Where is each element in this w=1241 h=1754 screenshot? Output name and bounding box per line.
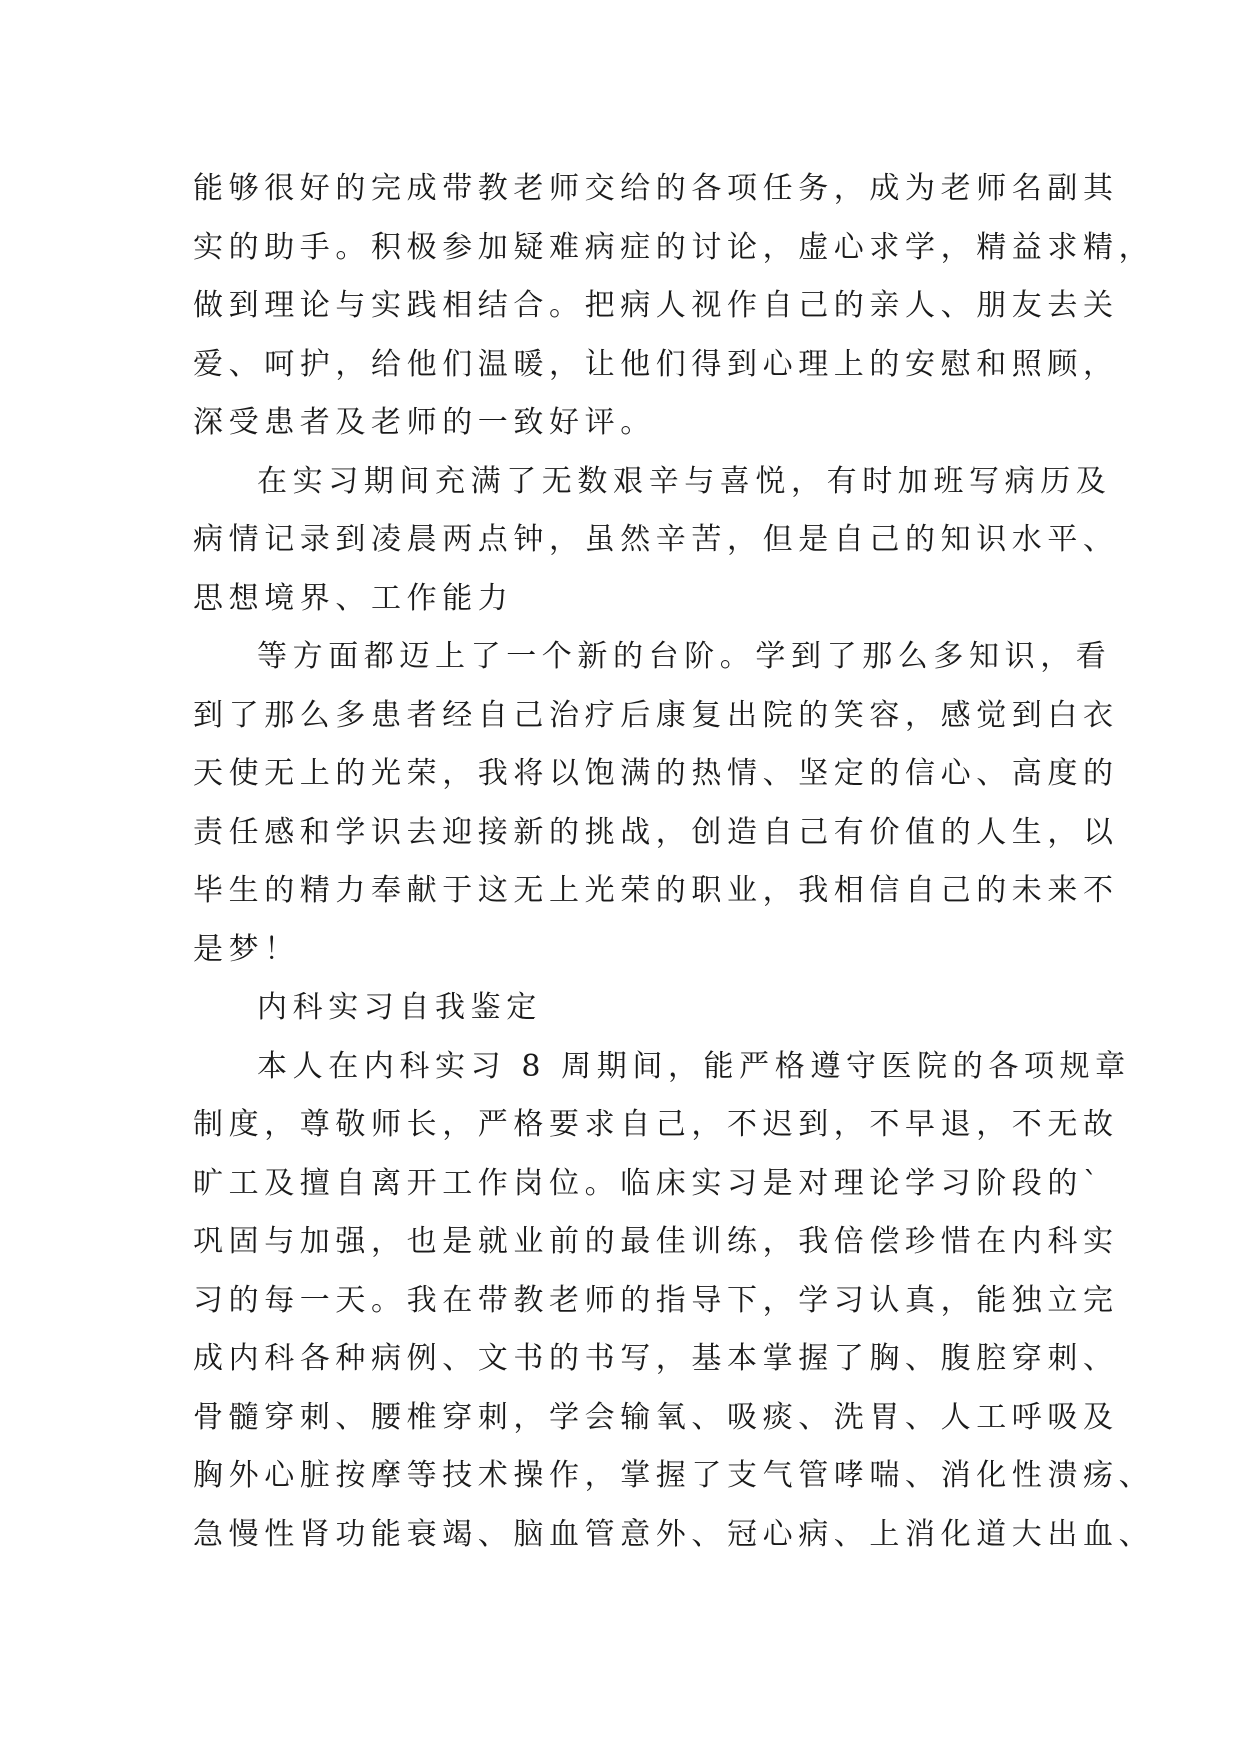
text-line: 思想境界、工作能力: [193, 580, 514, 616]
text-line: 等方面都迈上了一个新的台阶。学到了那么多知识，看: [257, 639, 1112, 674]
text-line: 做到理论与实践相结合。把病人视作自己的亲人、朋友去关: [193, 288, 1119, 323]
text-line: 急慢性肾功能衰竭、脑血管意外、冠心病、上消化道大出血、: [193, 1516, 1155, 1552]
text-line: 旷工及擅自离开工作岗位。临床实习是对理论学习阶段的`: [193, 1165, 1104, 1201]
text-line: 在实习期间充满了无数艰辛与喜悦，有时加班写病历及: [257, 463, 1112, 499]
text-line: 习的每一天。我在带教老师的指导下，学习认真，能独立完: [193, 1282, 1119, 1318]
text-line: 内科实习自我鉴定: [257, 990, 542, 1025]
text-line: 本人在内科实习 8 周期间，能严格遵守医院的各项规章: [257, 1048, 1131, 1084]
text-line: 天使无上的光荣，我将以饱满的热情、坚定的信心、高度的: [193, 756, 1119, 791]
text-line: 深受患者及老师的一致好评。: [193, 405, 656, 440]
text-line: 责任感和学识去迎接新的挑战，创造自己有价值的人生，以: [193, 814, 1119, 850]
text-line: 爱、呵护，给他们温暖，让他们得到心理上的安慰和照顾，: [193, 346, 1119, 382]
text-line: 到了那么多患者经自己治疗后康复出院的笑容，感觉到白衣: [193, 697, 1119, 733]
text-line: 是梦！: [193, 931, 300, 967]
text-line: 病情记录到凌晨两点钟，虽然辛苦，但是自己的知识水平、: [193, 522, 1119, 557]
text-line: 毕生的精力奉献于这无上光荣的职业，我相信自己的未来不: [193, 873, 1119, 908]
text-line: 能够很好的完成带教老师交给的各项任务，成为老师名副其: [193, 171, 1119, 206]
text-line: 胸外心脏按摩等技术操作，掌握了支气管哮喘、消化性溃疡、: [193, 1458, 1155, 1493]
text-line: 成内科各种病例、文书的书写，基本掌握了胸、腹腔穿刺、: [193, 1341, 1119, 1376]
text-line: 巩固与加强，也是就业前的最佳训练，我倍偿珍惜在内科实: [193, 1224, 1119, 1259]
text-line: 制度，尊敬师长，严格要求自己，不迟到，不早退，不无故: [193, 1107, 1119, 1142]
text-line: 骨髓穿刺、腰椎穿刺，学会输氧、吸痰、洗胃、人工呼吸及: [193, 1399, 1119, 1435]
document-body: [193, 160, 1155, 1564]
text-line: 实的助手。积极参加疑难病症的讨论，虚心求学，精益求精，: [193, 229, 1155, 265]
